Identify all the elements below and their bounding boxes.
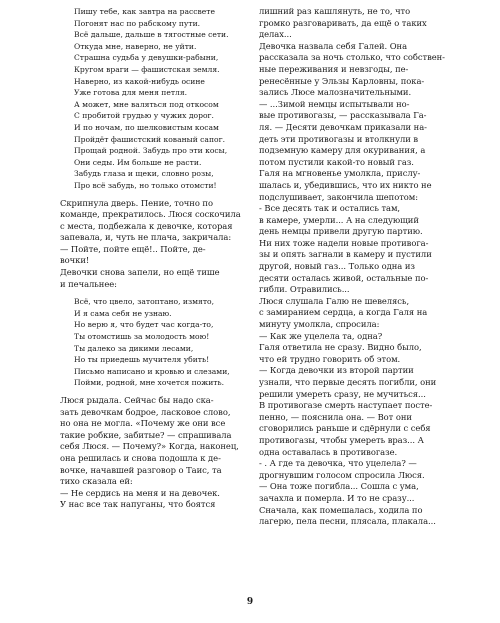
text-line: Сначала, как помешалась, ходила по: [259, 504, 423, 515]
text-line: Девочки снова запели, но ещё тише: [60, 267, 220, 278]
text-line: лагерю, пела песни, плясала, плакала...: [259, 516, 436, 527]
text-line: гибли. Отравились...: [259, 284, 350, 295]
text-line: запевала, и, чуть не плача, закричала:: [60, 232, 232, 243]
text-line: узнали, что первые десять погибли, они: [259, 377, 437, 387]
text-line: шалась и, убедившись, что их никто не: [259, 179, 432, 190]
text-line: Но верю я, что будет час когда-то,: [74, 320, 214, 330]
text-line: Наверно, из какой-нибудь осине: [74, 76, 205, 86]
text-line: зачахла и померла. И то не сразу...: [259, 492, 415, 503]
text-line: Пойми, родной, мне хочется пожить.: [74, 378, 225, 388]
text-line: дрогнувшим голосом спросила Люся.: [259, 469, 425, 480]
text-line: в камере, умерли... А на следующий: [259, 214, 419, 225]
text-line: Про всё забудь, но только отомсти!: [74, 180, 217, 190]
text-line: ные переживания и невзгоды, пе-: [259, 63, 409, 74]
text-line: Погонят нас по рабскому пути.: [74, 18, 201, 28]
left-column: [60, 6, 250, 511]
text-line: Ни них тоже надели новые противога-: [259, 237, 429, 248]
text-line: рассказала за ночь столько, что собствен-: [259, 52, 445, 63]
text-line: вочки!: [60, 255, 90, 266]
text-line: вочке, начавшей разговор о Таис, та: [60, 464, 222, 475]
text-line: Забудь глаза и щеки, словно розы,: [74, 169, 214, 179]
text-line: Но ты приедешь мучителя убить!: [74, 355, 210, 365]
text-line: вые противогазы, — рассказывала Га-: [259, 110, 427, 121]
text-line: Галя ответила не сразу. Видно было,: [259, 342, 422, 353]
text-line: команде, прекратилось. Люся соскочила: [60, 209, 241, 220]
text-line: громко разговаривать, да ещё о таких: [259, 17, 427, 28]
text-line: Страшна судьба у девушки-рабыни,: [74, 53, 219, 63]
text-line: деть эти противогазы и втолкнули в: [259, 133, 419, 144]
text-line: такие робкие, забитые? — спрашивала: [60, 429, 232, 440]
text-line: Люся слушала Галю не шевелясь,: [259, 295, 410, 306]
text-line: с замиранием сердца, а когда Галя на: [259, 307, 428, 318]
text-line: с места, подбежала к девочке, которая: [60, 220, 233, 231]
text-line: тихо сказала ей:: [60, 476, 133, 487]
text-line: сговорились раньше и сдёрнули с себя: [259, 423, 431, 434]
text-line: Кругом враги — фашистская земля.: [74, 64, 220, 74]
text-line: Ты отомстишь за молодость мою!: [74, 332, 210, 342]
text-line: подземную камеру для окуривания, а: [259, 145, 426, 156]
text-line: Уже готова для меня петля.: [74, 88, 188, 98]
text-line: но она не могла. «Почему же они все: [60, 418, 226, 429]
text-line: другой, новый газ... Только одна из: [259, 261, 415, 272]
text-line: ля. — Десяти девочкам приказали на-: [259, 121, 427, 132]
text-line: решили умереть сразу, не мучиться...: [259, 388, 426, 399]
text-line: зались Люсе малозначительными.: [259, 87, 412, 98]
text-line: минуту умолкла, спросила:: [259, 319, 380, 330]
text-line: зать девочкам бодрое, ласковое слово,: [60, 406, 231, 417]
narrative-paragraph: [60, 198, 250, 291]
text-line: С пробитой грудью у чужих дорог.: [74, 111, 214, 121]
text-line: Откуда мне, наверно, не уйти.: [74, 41, 197, 51]
right-column: [259, 6, 449, 528]
text-line: потом пустили какой-то новый газ.: [259, 156, 414, 167]
text-line: Пройдёт фашистский кованый сапог.: [74, 134, 225, 144]
text-line: Пишу тебе, как завтра на рассвете: [74, 7, 215, 16]
text-line: — Пойте, пойте ещё!.. Пойте, де-: [60, 243, 206, 254]
text-line: — ...Зимой немцы испытывали но-: [259, 98, 410, 109]
text-line: Скрипнула дверь. Пение, точно по: [60, 197, 213, 208]
text-line: зы и опять загнали в камеру и пустили: [259, 249, 432, 260]
text-line: противогазы, чтобы умереть враз... А: [259, 434, 424, 445]
text-line: - Все десять так и остались там,: [259, 203, 401, 214]
text-line: Они седы. Им больше не расти.: [74, 157, 202, 167]
text-line: Прощай родной. Забудь про эти косы,: [74, 146, 228, 156]
text-line: — Когда девочки из второй партии: [259, 365, 414, 376]
page-number: 9: [246, 597, 254, 607]
text-line: А может, мне валяться под откосом: [74, 99, 219, 109]
text-line: что ей трудно говорить об этом.: [259, 353, 401, 364]
poem-second: [60, 296, 250, 389]
text-line: - . А где та девочка, что уцелела? —: [259, 458, 417, 469]
text-line: Галя на мгновенье умолкла, прислу-: [259, 168, 421, 179]
text-line: она решилась и снова подошла к де-: [60, 452, 221, 463]
text-line: делах...: [259, 29, 292, 40]
text-line: десяти осталась живой, остальные по-: [259, 272, 429, 283]
text-line: Всё дальше, дальше в тягостные сети.: [74, 30, 229, 40]
text-line: день немцы привели другую партию.: [259, 226, 423, 237]
text-line: У нас все так напуганы, что боятся: [60, 499, 216, 510]
text-line: ренесённые у Эльзы Карловны, пока-: [259, 75, 425, 86]
text-line: — Не сердись на меня и на девочек.: [60, 487, 220, 498]
text-line: — Как же уцелела та, одна?: [259, 330, 383, 341]
text-line: и печальнее:: [60, 278, 117, 289]
text-line: Всё, что цвело, затоптано, измято,: [74, 297, 215, 307]
text-line: лишний раз кашлянуть, не то, что: [259, 6, 411, 16]
text-line: одна оставалась в противогазе.: [259, 446, 398, 457]
text-line: Ты далеко за дикими лесами,: [74, 343, 194, 353]
text-line: подслушивает, закончила шепотом:: [259, 191, 419, 202]
text-line: пенно, — пояснила она. — Вот они: [259, 411, 412, 422]
narrative-paragraph: [60, 395, 250, 511]
text-line: И я сама себя не узнаю.: [74, 308, 172, 318]
text-line: Девочка назвала себя Галей. Она: [259, 40, 408, 51]
text-line: Люся рыдала. Сейчас бы надо ска-: [60, 395, 214, 405]
text-line: — Она тоже погибла... Сошла с ума,: [259, 481, 419, 492]
poem-letter: [60, 6, 250, 192]
text-line: себя Люся. — Почему?» Когда, наконец,: [60, 441, 239, 452]
narrative-text: [259, 6, 449, 528]
text-line: В противогазе смерть наступает посте-: [259, 400, 433, 411]
text-line: И по ночам, по шелковистым косам: [74, 122, 219, 132]
text-line: Письмо написано и кровью и слезами,: [74, 366, 230, 376]
